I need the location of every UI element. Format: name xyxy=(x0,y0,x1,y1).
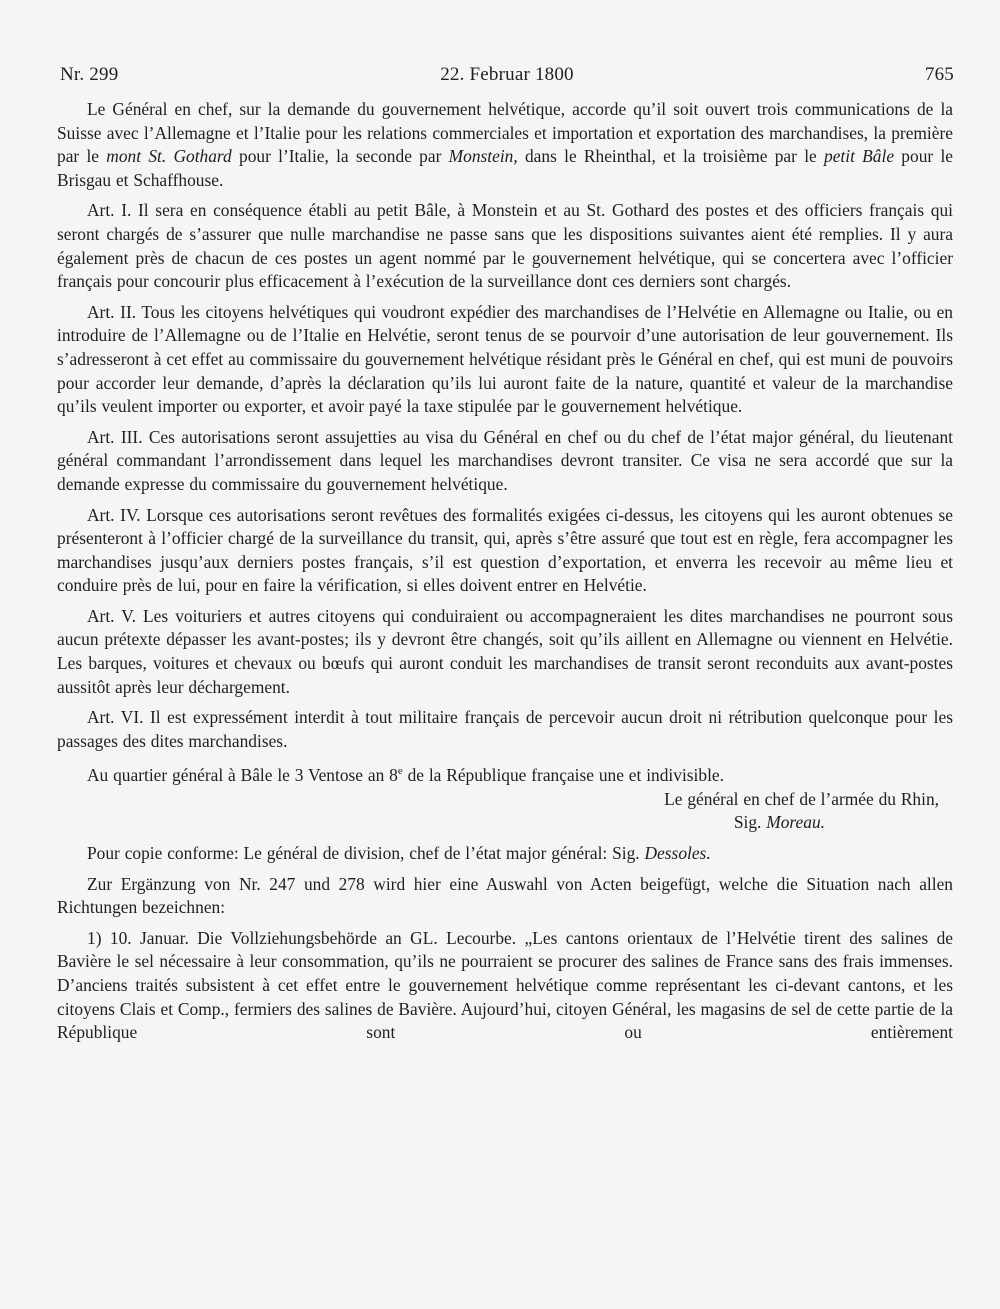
signature-prefix: Sig. xyxy=(733,812,767,833)
quartier-general-paragraph xyxy=(57,760,953,787)
copie-text: Pour copie conforme: Le général de division, chef de l’état major général: Sig. xyxy=(87,843,645,864)
intro-text-3: dans le Rheinthal, et la troisième par le xyxy=(517,146,824,167)
ergaenzung-paragraph: Zur Ergänzung von Nr. 247 und 278 wird hier eine Auswahl von Acten beigefügt, welche die Situation nach allen Richtungen bezeichnen: xyxy=(57,873,953,918)
signature-name-line xyxy=(57,811,953,835)
signature-title: Le général en chef de l’armée du Rhin, xyxy=(664,788,939,809)
intro-italic-2: Monstein, xyxy=(448,146,518,167)
intro-text-4: pour le Brisgau et Schaffhouse. xyxy=(57,146,953,190)
intro-italic-1: mont St. Gothard xyxy=(106,146,232,167)
header-page-number: 765 xyxy=(924,64,954,85)
article-6-paragraph: Art. VI. Il est expressément interdit à tout militaire français de percevoir aucun droit ni rétribution quelconque pour les passages des dites marchandises. xyxy=(57,707,953,751)
quartier-text-1: Au quartier général à Bâle le 3 Ventose an 8 xyxy=(87,765,398,786)
intro-text-1: Le Général en chef, sur la demande du gouvernement helvétique, accorde qu’il soit ouvert trois communications de la Suisse avec l’Allemagne et l’Italie pour les relations commerciales et importation et exportation des marchandises, la première par le xyxy=(57,99,953,167)
article-2-paragraph: Art. II. Tous les citoyens helvétiques qui voudront expédier des marchandises de l’Helvétie en Allemagne ou Italie, ou en introduire de l’Allemagne ou de l’Italie en Helvétie, seront tenus de se pourvoir d’une autorisation de leur gouvernement. Ils s’adresseront à cet effet au commissaire du gouvernement helvétique résidant près le Général en chef, qui est muni de pouvoirs pour accorder leur demande, d’après la déclaration qu’ils lui auront faite de la nature, quantité et valeur de la marchandise qu’ils veulent importer ou exporter, et avoir payé la taxe stipulée par le gouvernement helvétique. xyxy=(57,301,953,417)
intro-text-2: pour l’Italie, la seconde par xyxy=(231,146,449,167)
intro-paragraph xyxy=(57,98,953,192)
copie-signature-name: Dessoles. xyxy=(644,843,711,864)
quartier-superscript: e xyxy=(397,765,403,778)
page-header xyxy=(60,64,954,90)
signature-title-line xyxy=(57,788,953,812)
copie-conforme-paragraph xyxy=(57,842,953,866)
item-1-paragraph: 1) 10. Januar. Die Vollziehungsbehörde an GL. Lecourbe. „Les cantons orientaux de l’Helvétie tirent des salines de Bavière le sel nécessaire à leur consommation, qu’ils ne pourraient se procurer des salines de France sans des frais immenses. D’anciens traités subsistent à cet effet entre le gouvernement helvétique comme représentant les ci-devant cantons, et les citoyens Clais et Comp., fermiers des salines de Bavière. Aujourd’hui, citoyen Général, les magasins de sel de cette partie de la République sont ou entièrement xyxy=(57,927,953,1043)
signature-name: Moreau. xyxy=(766,812,825,833)
article-4-paragraph: Art. IV. Lorsque ces autorisations seront revêtues des formalités exigées ci-dessus, les citoyens qui les auront obtenues se présenteront à l’officier chargé de la surveillance du transit, qui, après s’être assuré que tout est en règle, fera accompagner les marchandises jusqu’aux derniers postes français, s’il est question d’exportation, et enverra les recevoir au même lieu et conduire près de lui, pour en faire la vérification, si elles doivent entrer en Helvétie. xyxy=(57,504,953,596)
article-5-paragraph: Art. V. Les voituriers et autres citoyens qui conduiraient ou accompagneraient les dites marchandises ne pourront sous aucun prétexte dépasser les avant-postes; ils y devront être changés, soit qu’ils aillent en Allemagne ou viennent en Helvétie. Les barques, voitures et chevaux ou bœufs qui auront conduit les marchandises de transit seront reconduits aux avant-postes aussitôt après leur déchargement. xyxy=(57,605,953,697)
document-body xyxy=(57,98,953,1045)
header-date: 22. Februar 1800 xyxy=(440,64,574,85)
article-1-paragraph: Art. I. Il sera en conséquence établi au petit Bâle, à Monstein et au St. Gothard des postes et des officiers français qui seront chargés de s’assurer que nulle marchandise ne passe sans que les dispositions suivantes aient été remplies. Il y aura également près de chacun de ces postes un agent nommé par le gouvernement helvétique, qui se concertera avec l’officier français pour concourir plus efficacement à l’exécution de la surveillance dont ces derniers sont chargés. xyxy=(57,200,953,292)
intro-italic-3: petit Bâle xyxy=(824,146,895,167)
quartier-text-2: de la République française une et indivisible. xyxy=(402,765,724,786)
article-3-paragraph: Art. III. Ces autorisations seront assujetties au visa du Général en chef ou du chef de l’état major général, du lieutenant général commandant l’arrondissement dans lequel les marchandises devront transiter. Ce visa ne sera accordé que sur la demande expresse du commissaire du gouvernement helvétique. xyxy=(57,426,953,494)
header-document-number: Nr. 299 xyxy=(60,64,119,85)
